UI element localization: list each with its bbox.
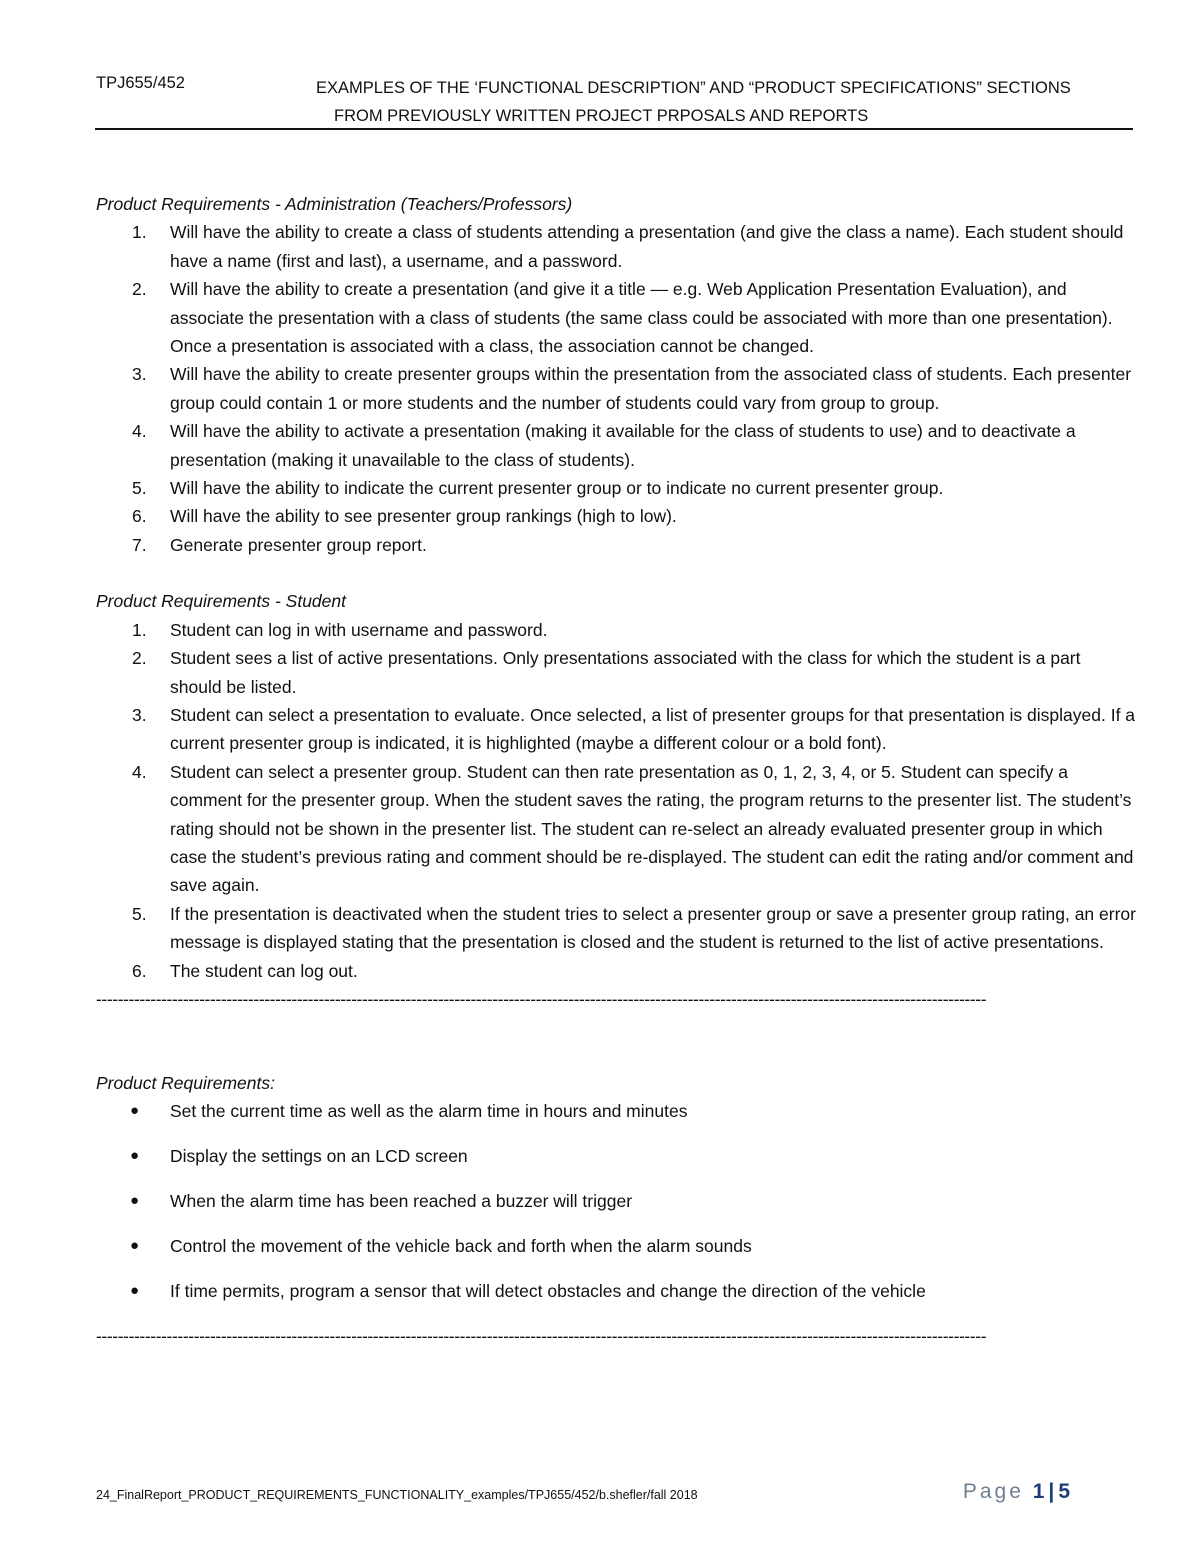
admin-section-title: Product Requirements - Administration (Teachers/Professors)	[96, 194, 573, 214]
dashed-separator: --------------------------------------------------------------------------------------------------------------------------------------------------------------------	[96, 1326, 987, 1347]
document-body	[96, 190, 1136, 1350]
page-current: 1	[1032, 1480, 1045, 1503]
section-spacer	[96, 559, 1136, 587]
footer-path: 24_FinalReport_PRODUCT_REQUIREMENTS_FUNCTIONALITY_examples/TPJ655/452/b.shefler/fall 2018	[96, 1488, 698, 1502]
item-number: 7.	[132, 534, 147, 555]
item-text: When the alarm time has been reached a buzzer will trigger	[170, 1191, 633, 1212]
item-text: Set the current time as well as the alarm time in hours and minutes	[170, 1101, 688, 1122]
list-item	[96, 1097, 1136, 1125]
list-item	[96, 531, 1136, 559]
list-item	[96, 360, 1136, 417]
item-text: Generate presenter group report.	[170, 534, 427, 555]
header-rule	[95, 128, 1133, 130]
item-text: Control the movement of the vehicle back and forth when the alarm sounds	[170, 1236, 752, 1257]
section-spacer	[96, 1013, 1136, 1069]
header-title-line2: FROM PREVIOUSLY WRITTEN PROJECT PRPOSALS AND REPORTS	[334, 107, 869, 125]
item-text: If time permits, program a sensor that will detect obstacles and change the direction of the vehicle	[170, 1281, 926, 1302]
item-number: 6.	[132, 506, 147, 527]
student-requirements-list	[96, 616, 1136, 985]
admin-requirements-list	[96, 218, 1136, 559]
list-item	[96, 417, 1136, 474]
page-separator: |	[1048, 1480, 1055, 1503]
item-text: Student can select a presenter group. Student can then rate presentation as 0, 1, 2, 3, 4, or 5. Student can specify a comment for the presenter group. When the student saves the rating, the program returns to the presenter list. The student’s rating should not be shown in the presenter list. The student can re-select an already evaluated presenter group in which case the student’s previous rating and comment should be re-displayed. The student can edit the rating and/or comment and save again.	[170, 761, 1134, 896]
item-number: 2.	[132, 279, 147, 300]
list-item	[96, 275, 1136, 360]
item-text: Will have the ability to see presenter group rankings (high to low).	[170, 506, 677, 527]
list-item	[96, 1277, 1136, 1305]
list-item	[96, 218, 1136, 275]
item-text: The student can log out.	[170, 960, 358, 981]
item-text: Student sees a list of active presentations. Only presentations associated with the class for which the student is a part should be listed.	[170, 648, 1081, 697]
list-item	[96, 474, 1136, 502]
item-number: 4.	[132, 421, 147, 442]
header-title	[316, 74, 1126, 130]
student-section-title: Product Requirements - Student	[96, 591, 346, 612]
item-text: Will have the ability to activate a presentation (making it available for the class of students to use) and to deactivate a presentation (making it unavailable to the class of students).	[170, 421, 1076, 470]
dashed-separator: --------------------------------------------------------------------------------------------------------------------------------------------------------------------	[96, 988, 987, 1009]
list-item	[96, 900, 1136, 957]
bullet-icon: ●	[130, 1102, 140, 1120]
item-text: Will have the ability to indicate the current presenter group or to indicate no current presenter group.	[170, 478, 944, 499]
item-text: Display the settings on an LCD screen	[170, 1146, 468, 1167]
list-item	[96, 1142, 1136, 1170]
item-number: 3.	[132, 364, 147, 385]
bullet-icon: ●	[130, 1147, 140, 1165]
bullet-icon: ●	[130, 1282, 140, 1300]
item-number: 1.	[132, 619, 147, 640]
list-item	[96, 957, 1136, 985]
list-item	[96, 758, 1136, 900]
item-number: 4.	[132, 761, 147, 782]
header-course-code: TPJ655/452	[96, 74, 185, 92]
list-item	[96, 644, 1136, 701]
item-number: 2.	[132, 648, 147, 669]
item-text: Student can log in with username and password.	[170, 619, 548, 640]
page-total: 5	[1058, 1480, 1070, 1503]
item-text: Will have the ability to create a presentation (and give it a title — e.g. Web Application Presentation Evaluation), and associate the presentation with a class of students (the same class could be associated with more than one presentation). Once a presentation is associated with a class, the association cannot be changed.	[170, 279, 1113, 357]
item-text: Student can select a presentation to evaluate. Once selected, a list of presenter groups for that presentation is displayed. If a current presenter group is indicated, it is highlighted (maybe a different colour or a bold font).	[170, 704, 1136, 754]
list-item	[96, 502, 1136, 530]
item-number: 5.	[132, 903, 147, 924]
item-number: 1.	[132, 222, 147, 243]
item-text: If the presentation is deactivated when the student tries to select a presenter group or save a presenter group rating, an error message is displayed stating that the presentation is closed and the student is returned to the list of active presentations.	[170, 903, 1136, 953]
item-number: 5.	[132, 478, 147, 499]
page-number	[963, 1480, 1070, 1504]
item-number: 6.	[132, 960, 147, 981]
item-text: Will have the ability to create a class of students attending a presentation (and give the class a name). Each student should have a name (first and last), a username, and a password.	[170, 222, 1124, 271]
page-label: Page	[962, 1480, 1024, 1503]
item-number: 3.	[132, 704, 147, 725]
item-text: Will have the ability to create presenter groups within the presentation from the associated class of students. Each presenter group could contain 1 or more students and the number of students could vary from group to group.	[170, 364, 1132, 413]
list-item	[96, 701, 1136, 758]
bullet-icon: ●	[130, 1237, 140, 1255]
alarm-section-title: Product Requirements:	[96, 1072, 275, 1093]
bullet-icon: ●	[130, 1192, 140, 1210]
list-item	[96, 1232, 1136, 1260]
alarm-requirements-list	[96, 1097, 1136, 1305]
list-item	[96, 1187, 1136, 1215]
header-title-line1: EXAMPLES OF THE ‘FUNCTIONAL DESCRIPTION” AND “PRODUCT SPECIFICATIONS” SECTIONS	[316, 79, 1071, 97]
list-item	[96, 616, 1136, 644]
